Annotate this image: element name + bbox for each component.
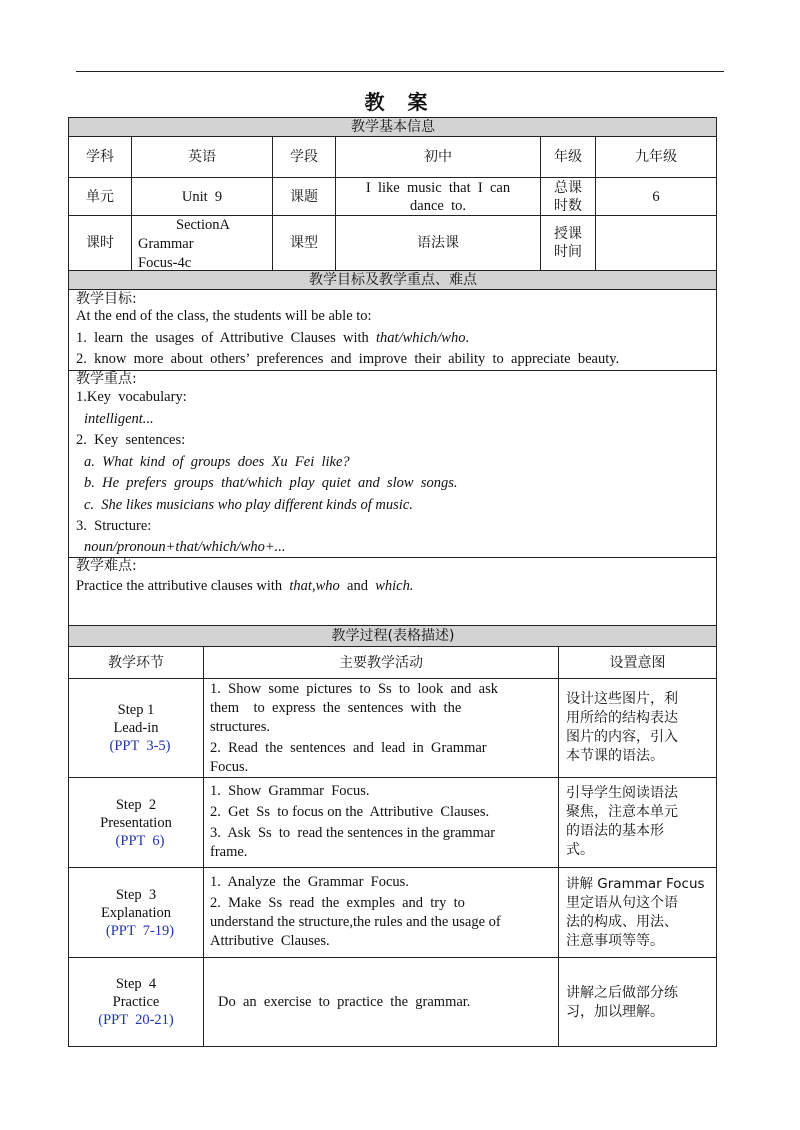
step-1-intent-line: 设计这些图片，利 [566, 691, 678, 707]
section-basic-info-label: 教学基本信息 [351, 119, 435, 135]
vline [203, 646, 204, 1047]
table-border-top [68, 117, 717, 118]
step-3-ppt: (PPT 7-19) [105, 922, 175, 939]
section-goals-label: 教学目标及教学重点、难点 [309, 272, 477, 288]
step-3-intent-line: 讲解 Grammar Focus [566, 876, 705, 892]
step-2-intent [566, 784, 714, 860]
step-1-intent [566, 690, 714, 766]
section-goals [69, 271, 717, 289]
objectives-item1 [76, 328, 469, 348]
step-4-ppt: (PPT 20-21) [98, 1012, 174, 1028]
process-header-intent: 设置意图 [609, 654, 666, 671]
hline [68, 625, 717, 626]
objectives-item1-end: . [465, 330, 470, 346]
info-type-value: 语法课 [417, 235, 459, 251]
info-stage-value: 初中 [424, 149, 452, 165]
step-1-number: Step 1 [117, 702, 155, 718]
step-1-intent-line: 用所给的结构表达 [566, 710, 678, 726]
key-sentence-a: a. What kind of groups does Xu Fei like? [84, 454, 350, 470]
info-unit-value: Unit 9 [181, 188, 223, 205]
info-topic-line2: dance to. [410, 197, 466, 214]
step-2-intent-line: 的语法的基本形 [566, 823, 664, 839]
step-1-ppt: (PPT 3-5) [109, 738, 171, 754]
step-3-activities [210, 873, 555, 951]
step-2-activities [210, 782, 555, 862]
step-3-cell [69, 868, 203, 957]
difficulties-mid: and [339, 578, 376, 594]
section-basic-info [69, 118, 717, 136]
objectives-intro: At the end of the class, the students will be able to: [76, 308, 372, 324]
step-1-activity-line: Focus. [210, 759, 249, 775]
step-4-activities [218, 958, 554, 1046]
step-2-activity-line: 2. Get Ss to focus on the Attributive Clauses. [210, 804, 490, 820]
step-2-intent-line: 式。 [566, 842, 594, 858]
info-total-hours-line1: 总课 [554, 179, 582, 196]
difficulties-it1: that,who [289, 578, 340, 594]
info-topic-label: 课题 [290, 188, 318, 205]
info-period-line1: SectionA [176, 217, 230, 233]
info-unit-label: 单元 [86, 188, 114, 205]
hline [68, 370, 717, 371]
process-header-stage: 教学环节 [108, 654, 164, 671]
info-stage-label: 学段 [290, 149, 318, 165]
objectives-item1-text: 1. learn the usages of Attributive Clauses with [76, 330, 377, 346]
info-subject-value: 英语 [188, 149, 216, 165]
step-1-activity-line: 1. Show some pictures to Ss to look and ask [210, 681, 498, 697]
step-3-activity-line: 1. Analyze the Grammar Focus. [210, 874, 409, 890]
step-4-intent-line: 讲解之后做部分练 [566, 985, 678, 1001]
step-3-activity-line: understand the structure,the rules and the usage of [210, 914, 501, 930]
step-1-activity-line: them to express the sentences with the [210, 700, 462, 716]
info-grade-value: 九年级 [635, 149, 677, 165]
key-sentence-c: c. She likes musicians who play different kinds of music. [84, 497, 413, 513]
info-period-label: 课时 [86, 235, 114, 251]
step-1-cell [69, 679, 203, 777]
difficulties-heading: 教学难点: [76, 558, 137, 574]
info-topic-line1: I like music that I can [365, 179, 511, 196]
key-sentence-b: b. He prefers groups that/which play quiet and slow songs. [84, 475, 458, 491]
step-1-activity-line: structures. [210, 719, 270, 735]
difficulties-text-pre: Practice the attributive clauses with [76, 578, 290, 594]
key-points-heading: 教学重点: [76, 371, 137, 387]
objectives-item2: 2. know more about others’ preferences and improve their ability to appreciate beauty. [76, 351, 620, 367]
key-structure-label: 3. Structure: [76, 518, 152, 534]
step-1-activity-line: 2. Read the sentences and lead in Grammar [210, 740, 487, 756]
hline [68, 289, 717, 290]
info-teach-time-value [596, 216, 716, 270]
step-1-intent-line: 图片的内容，引入 [566, 729, 678, 745]
info-teach-time-line1: 授课 [554, 226, 582, 242]
step-4-cell [69, 958, 203, 1046]
info-teach-time-label [541, 216, 595, 270]
step-2-ppt: (PPT 6) [115, 832, 165, 849]
info-period-value [138, 216, 270, 273]
hline [68, 557, 717, 558]
step-1-activities [210, 680, 555, 777]
step-2-activity-line: 1. Show Grammar Focus. [210, 783, 370, 799]
objectives-item1-pronouns: that/which/who [376, 330, 466, 346]
step-2-number: Step 2 [115, 796, 157, 813]
info-total-hours-label [541, 178, 595, 215]
step-3-activity-line: Attributive Clauses. [210, 933, 330, 949]
info-subject-label: 学科 [86, 149, 114, 165]
step-1-intent-line: 本节课的语法。 [566, 748, 664, 764]
info-period-line2: Grammar [138, 236, 194, 252]
step-3-intent [566, 875, 714, 951]
step-4-name: Practice [112, 994, 160, 1010]
info-topic-value [336, 178, 540, 215]
info-type-label: 课型 [290, 235, 318, 251]
step-2-name: Presentation [100, 814, 172, 831]
section-process-label: 教学过程(表格描述) [331, 628, 455, 644]
step-3-activity-line: 2. Make Ss read the exmples and try to [210, 895, 465, 911]
key-vocab-label: 1.Key vocabulary: [76, 389, 187, 405]
step-3-intent-line: 法的构成、用法、 [566, 914, 678, 930]
step-2-intent-line: 引导学生阅读语法 [566, 785, 678, 801]
step-3-intent-line: 注意事项等等。 [566, 933, 664, 949]
step-4-number: Step 4 [115, 976, 157, 992]
info-total-hours-line2: 时数 [554, 197, 582, 214]
step-3-number: Step 3 [115, 886, 157, 903]
step-3-intent-line: 里定语从句这个语 [566, 895, 678, 911]
step-2-cell [69, 778, 203, 867]
info-period-line3: Focus-4c [138, 255, 192, 271]
section-process [69, 626, 717, 646]
top-rule [76, 71, 724, 72]
step-4-intent [566, 984, 714, 1022]
step-2-activity-line: 3. Ask Ss to read the sentences in the grammar [210, 825, 496, 841]
info-grade-label: 年级 [554, 149, 582, 165]
process-header-activities: 主要教学活动 [339, 654, 423, 671]
vline [558, 646, 559, 1047]
table-border-bottom [68, 1046, 717, 1047]
objectives-heading: 教学目标: [76, 291, 137, 307]
page-title: 教 案 [364, 90, 436, 114]
difficulties-it2: which. [375, 578, 414, 594]
key-sentences-label: 2. Key sentences: [76, 432, 186, 448]
key-vocab: intelligent... [84, 411, 154, 427]
step-4-activity-line: Do an exercise to practice the grammar. [218, 993, 471, 1010]
step-2-intent-line: 聚焦，注意本单元 [566, 804, 678, 820]
info-total-hours-value: 6 [652, 188, 660, 205]
info-teach-time-line2: 时间 [554, 244, 582, 260]
step-1-name: Lead-in [113, 720, 159, 736]
key-structure: noun/pronoun+that/which/who+... [84, 539, 286, 555]
step-3-name: Explanation [100, 904, 172, 921]
difficulties-text [76, 576, 413, 596]
step-2-activity-line: frame. [210, 844, 248, 860]
step-4-intent-line: 习，加以理解。 [566, 1004, 664, 1020]
table-border-right [716, 117, 717, 1047]
